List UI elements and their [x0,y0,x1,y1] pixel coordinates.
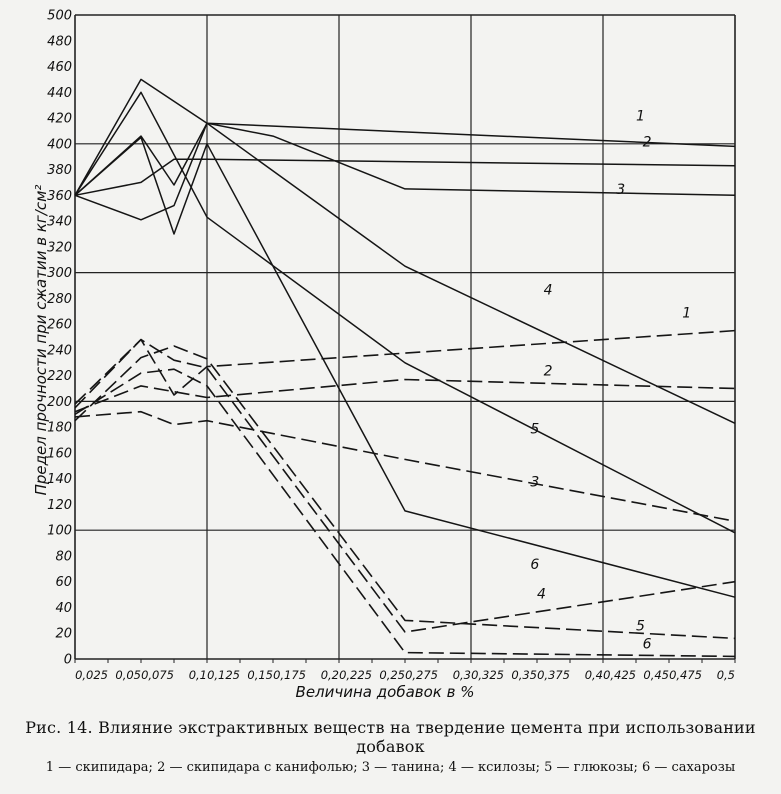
y-tick-label: 180 [47,420,72,436]
solid-series-label-6: 6 [530,556,540,573]
figure-caption: Рис. 14. Влияние экстрактивных веществ на твердение цемента при использовании добавок [25,718,756,756]
y-tick-label: 480 [47,34,72,50]
y-tick-label: 200 [47,394,72,410]
y-tick-label: 0 [63,652,72,668]
y-tick-label: 320 [47,240,72,256]
y-tick-label: 160 [47,446,72,462]
y-tick-label: 60 [55,575,72,591]
x-tick-label: 0,175 [273,668,306,682]
dashed-series-3 [75,412,735,522]
x-tick-label: 0,15 [247,668,273,682]
x-tick-label: 0,1 [188,668,207,682]
series-labels [530,109,691,653]
y-tick-label: 460 [47,60,72,76]
solid-series-label-4: 4 [543,282,553,299]
dashed-series-5 [75,346,735,638]
solid-series-label-1: 1 [636,108,645,125]
series-layer [75,79,735,656]
x-tick-label: 0,25 [379,668,405,682]
x-tick-label: 0,225 [339,668,372,682]
x-tick-label: 0,2 [320,668,339,682]
solid-series-label-5: 5 [530,421,540,438]
y-tick-label: 20 [55,626,72,642]
solid-series-2 [75,159,735,195]
y-tick-label: 240 [47,343,72,359]
y-tick-label: 340 [47,214,72,230]
solid-series-5 [75,92,735,533]
y-axis-label: Предел прочности при сжатии в кг/см² [32,184,50,496]
y-tick-label: 120 [47,497,72,513]
x-tick-label: 0,3 [452,668,471,682]
y-tick-label: 100 [47,523,72,539]
y-tick-label: 420 [47,111,72,127]
x-tick-label: 0,425 [603,668,636,682]
y-tick-label: 140 [47,472,72,488]
x-tick-label: 0,35 [511,668,537,682]
solid-series-1 [75,79,735,195]
figure-legend: 1 — скипидара; 2 — скипидара с канифолью; 3 — танина; 4 — ксилозы; 5 — глюкозы; 6 — сахарозы [45,760,736,775]
y-tick-label: 380 [47,163,72,179]
y-tick-label: 260 [47,317,72,333]
x-tick-label: 0,275 [405,668,438,682]
dashed-series-label-3: 3 [530,474,540,491]
y-tick-label: 400 [47,137,72,153]
x-tick-label: 0,05 [115,668,141,682]
x-tick-label: 0,5 [716,668,735,682]
y-axis-ticks [47,9,72,668]
y-tick-label: 360 [47,188,72,204]
solid-series-label-3: 3 [616,182,626,199]
dashed-series-label-5: 5 [636,618,645,635]
x-tick-label: 0,075 [141,668,174,682]
dashed-series-1 [75,331,735,404]
x-tick-label: 0,45 [643,668,669,682]
y-tick-label: 440 [47,85,72,101]
y-tick-label: 220 [47,369,72,385]
x-tick-label: 0,4 [584,668,603,682]
y-tick-label: 280 [47,291,72,307]
solid-series-4 [75,123,735,423]
dashed-series-4 [75,340,735,632]
x-tick-label: 0,025 [75,668,108,682]
y-tick-label: 500 [47,8,72,24]
dashed-series-label-2: 2 [543,363,553,380]
y-tick-label: 80 [55,549,72,565]
dashed-series-label-1: 1 [682,305,692,322]
solid-series-label-2: 2 [642,134,652,151]
y-tick-label: 300 [47,266,72,282]
dashed-series-label-4: 4 [537,586,546,603]
x-axis-ticks [75,668,735,682]
y-tick-label: 40 [55,600,72,616]
x-axis-label: Величина добавок в % [295,683,475,701]
dashed-series-6 [75,369,735,656]
x-tick-label: 0,325 [471,668,504,682]
x-tick-label: 0,375 [537,668,570,682]
x-tick-label: 0,475 [669,668,702,682]
x-tick-label: 0,125 [207,668,240,682]
dashed-series-label-6: 6 [642,636,652,653]
